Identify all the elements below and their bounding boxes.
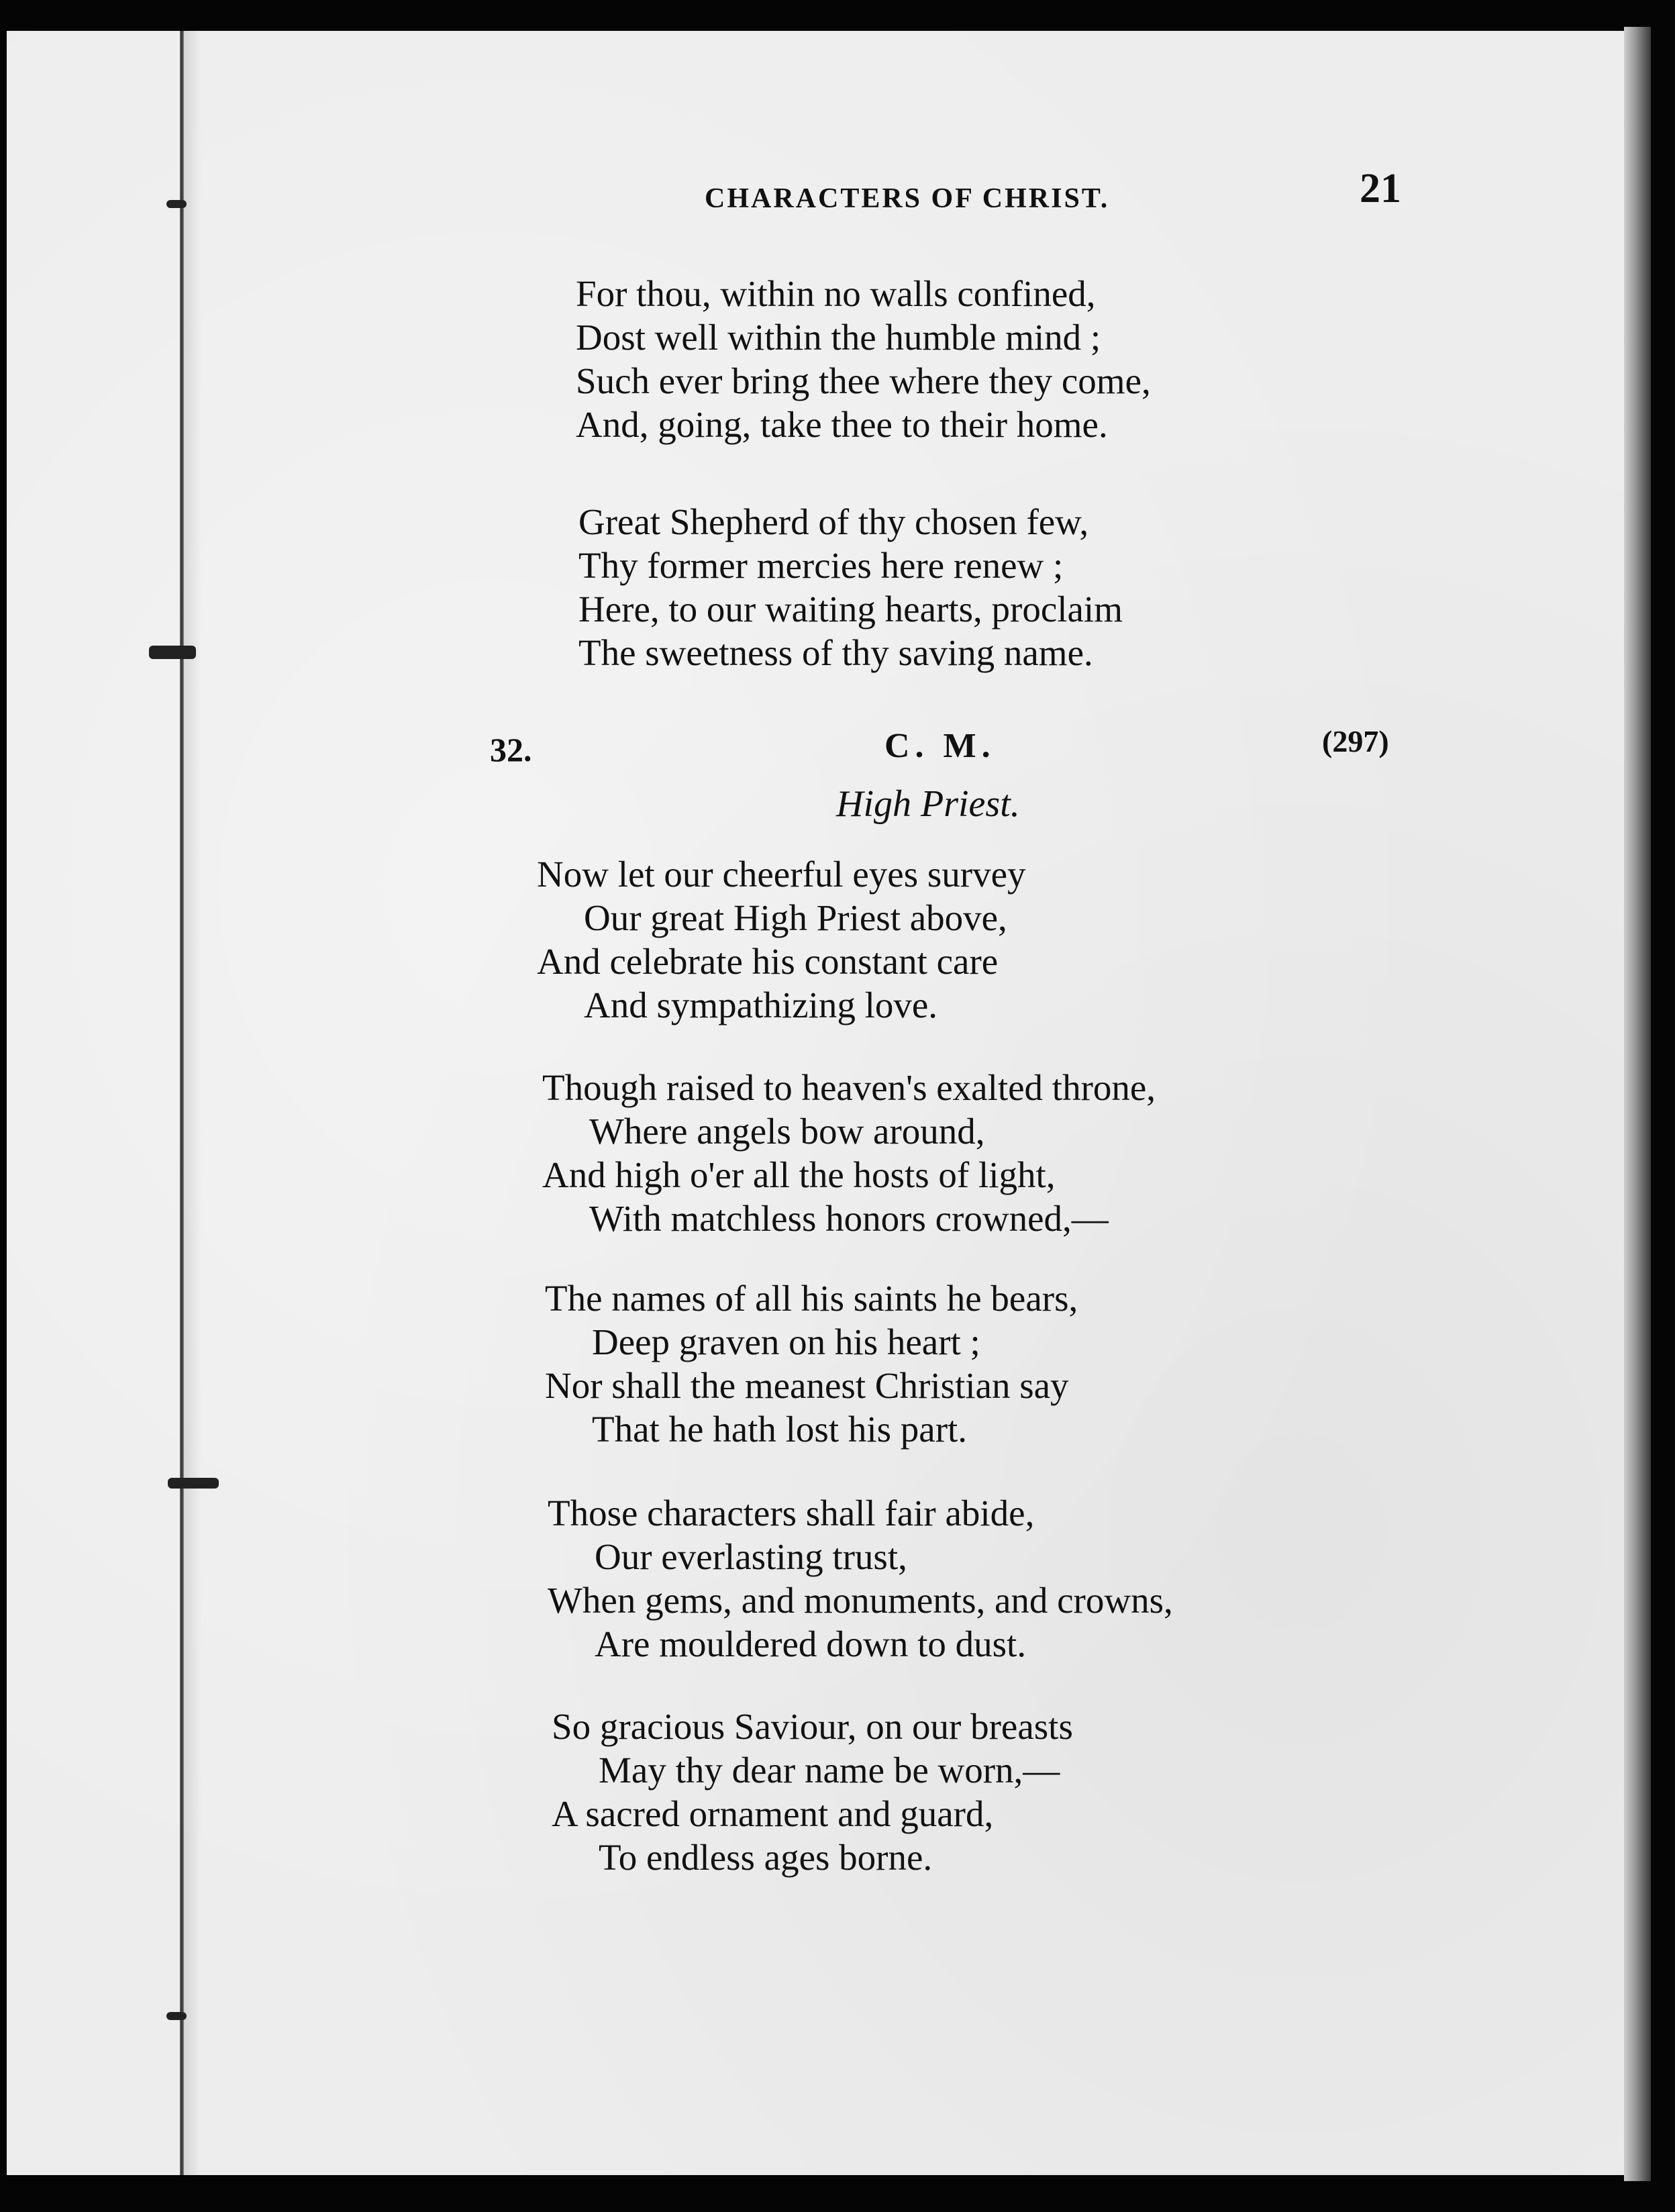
verse-line: Here, to our waiting hearts, proclaim	[578, 589, 1123, 630]
hymn-stanza-5	[552, 1705, 1073, 1879]
verse-line: May thy dear name be worn,—	[599, 1750, 1060, 1791]
binding-stitch	[168, 1478, 219, 1489]
verse-line: Our everlasting trust,	[595, 1536, 907, 1577]
verse-line: Now let our cheerful eyes survey	[537, 854, 1026, 895]
verse-line: Dost well within the humble mind ;	[576, 317, 1101, 358]
verse-line: And, going, take thee to their home.	[576, 404, 1108, 445]
binding-stitch	[166, 200, 187, 208]
verse-line: Though raised to heaven's exalted throne,	[542, 1067, 1156, 1108]
verse-line: With matchless honors crowned,—	[589, 1198, 1109, 1239]
hymn-stanza-1	[537, 852, 1025, 1027]
hymn-reference: (297)	[1322, 724, 1389, 758]
verse-line: The names of all his saints he bears,	[545, 1278, 1078, 1319]
hymn-stanza-3	[545, 1276, 1078, 1451]
verse-line: Great Shepherd of thy chosen few,	[578, 501, 1089, 542]
verse-line: Where angels bow around,	[589, 1111, 985, 1152]
verse-line: Are mouldered down to dust.	[595, 1623, 1027, 1664]
verse-line: Deep graven on his heart ;	[592, 1321, 980, 1362]
continuation-stanza-2	[578, 500, 1123, 674]
hymn-stanza-2	[542, 1066, 1156, 1240]
verse-line: A sacred ornament and guard,	[552, 1793, 994, 1834]
verse-line: Our great High Priest above,	[584, 897, 1007, 938]
binding-stitch	[166, 2012, 187, 2020]
verse-line: When gems, and monuments, and crowns,	[548, 1580, 1173, 1621]
verse-line: Those characters shall fair abide,	[548, 1493, 1035, 1534]
hymn-title: High Priest.	[836, 783, 1020, 825]
verse-line: Thy former mercies here renew ;	[578, 545, 1064, 586]
verse-line: That he hath lost his part.	[592, 1409, 968, 1450]
verse-line: And celebrate his constant care	[537, 941, 999, 982]
continuation-stanza-1	[576, 272, 1151, 446]
page-edge	[1624, 27, 1651, 2181]
verse-line: For thou, within no walls confined,	[576, 273, 1096, 314]
hymn-stanza-4	[548, 1491, 1173, 1666]
verse-line: The sweetness of thy saving name.	[578, 632, 1093, 673]
hymn-meter: C. M.	[884, 727, 996, 765]
binding-stitch	[149, 646, 196, 659]
verse-line: And sympathizing love.	[584, 985, 938, 1025]
hymn-number: 32.	[490, 731, 532, 768]
verse-line: So gracious Saviour, on our breasts	[552, 1706, 1073, 1747]
verse-line: To endless ages borne.	[599, 1837, 933, 1878]
page-number: 21	[1360, 166, 1401, 211]
verse-line: And high o'er all the hosts of light,	[542, 1154, 1056, 1195]
gutter-shadow	[184, 31, 201, 2175]
verse-line: Such ever bring thee where they come,	[576, 360, 1151, 401]
verse-line: Nor shall the meanest Christian say	[545, 1365, 1069, 1406]
running-title: CHARACTERS OF CHRIST.	[705, 183, 1110, 214]
